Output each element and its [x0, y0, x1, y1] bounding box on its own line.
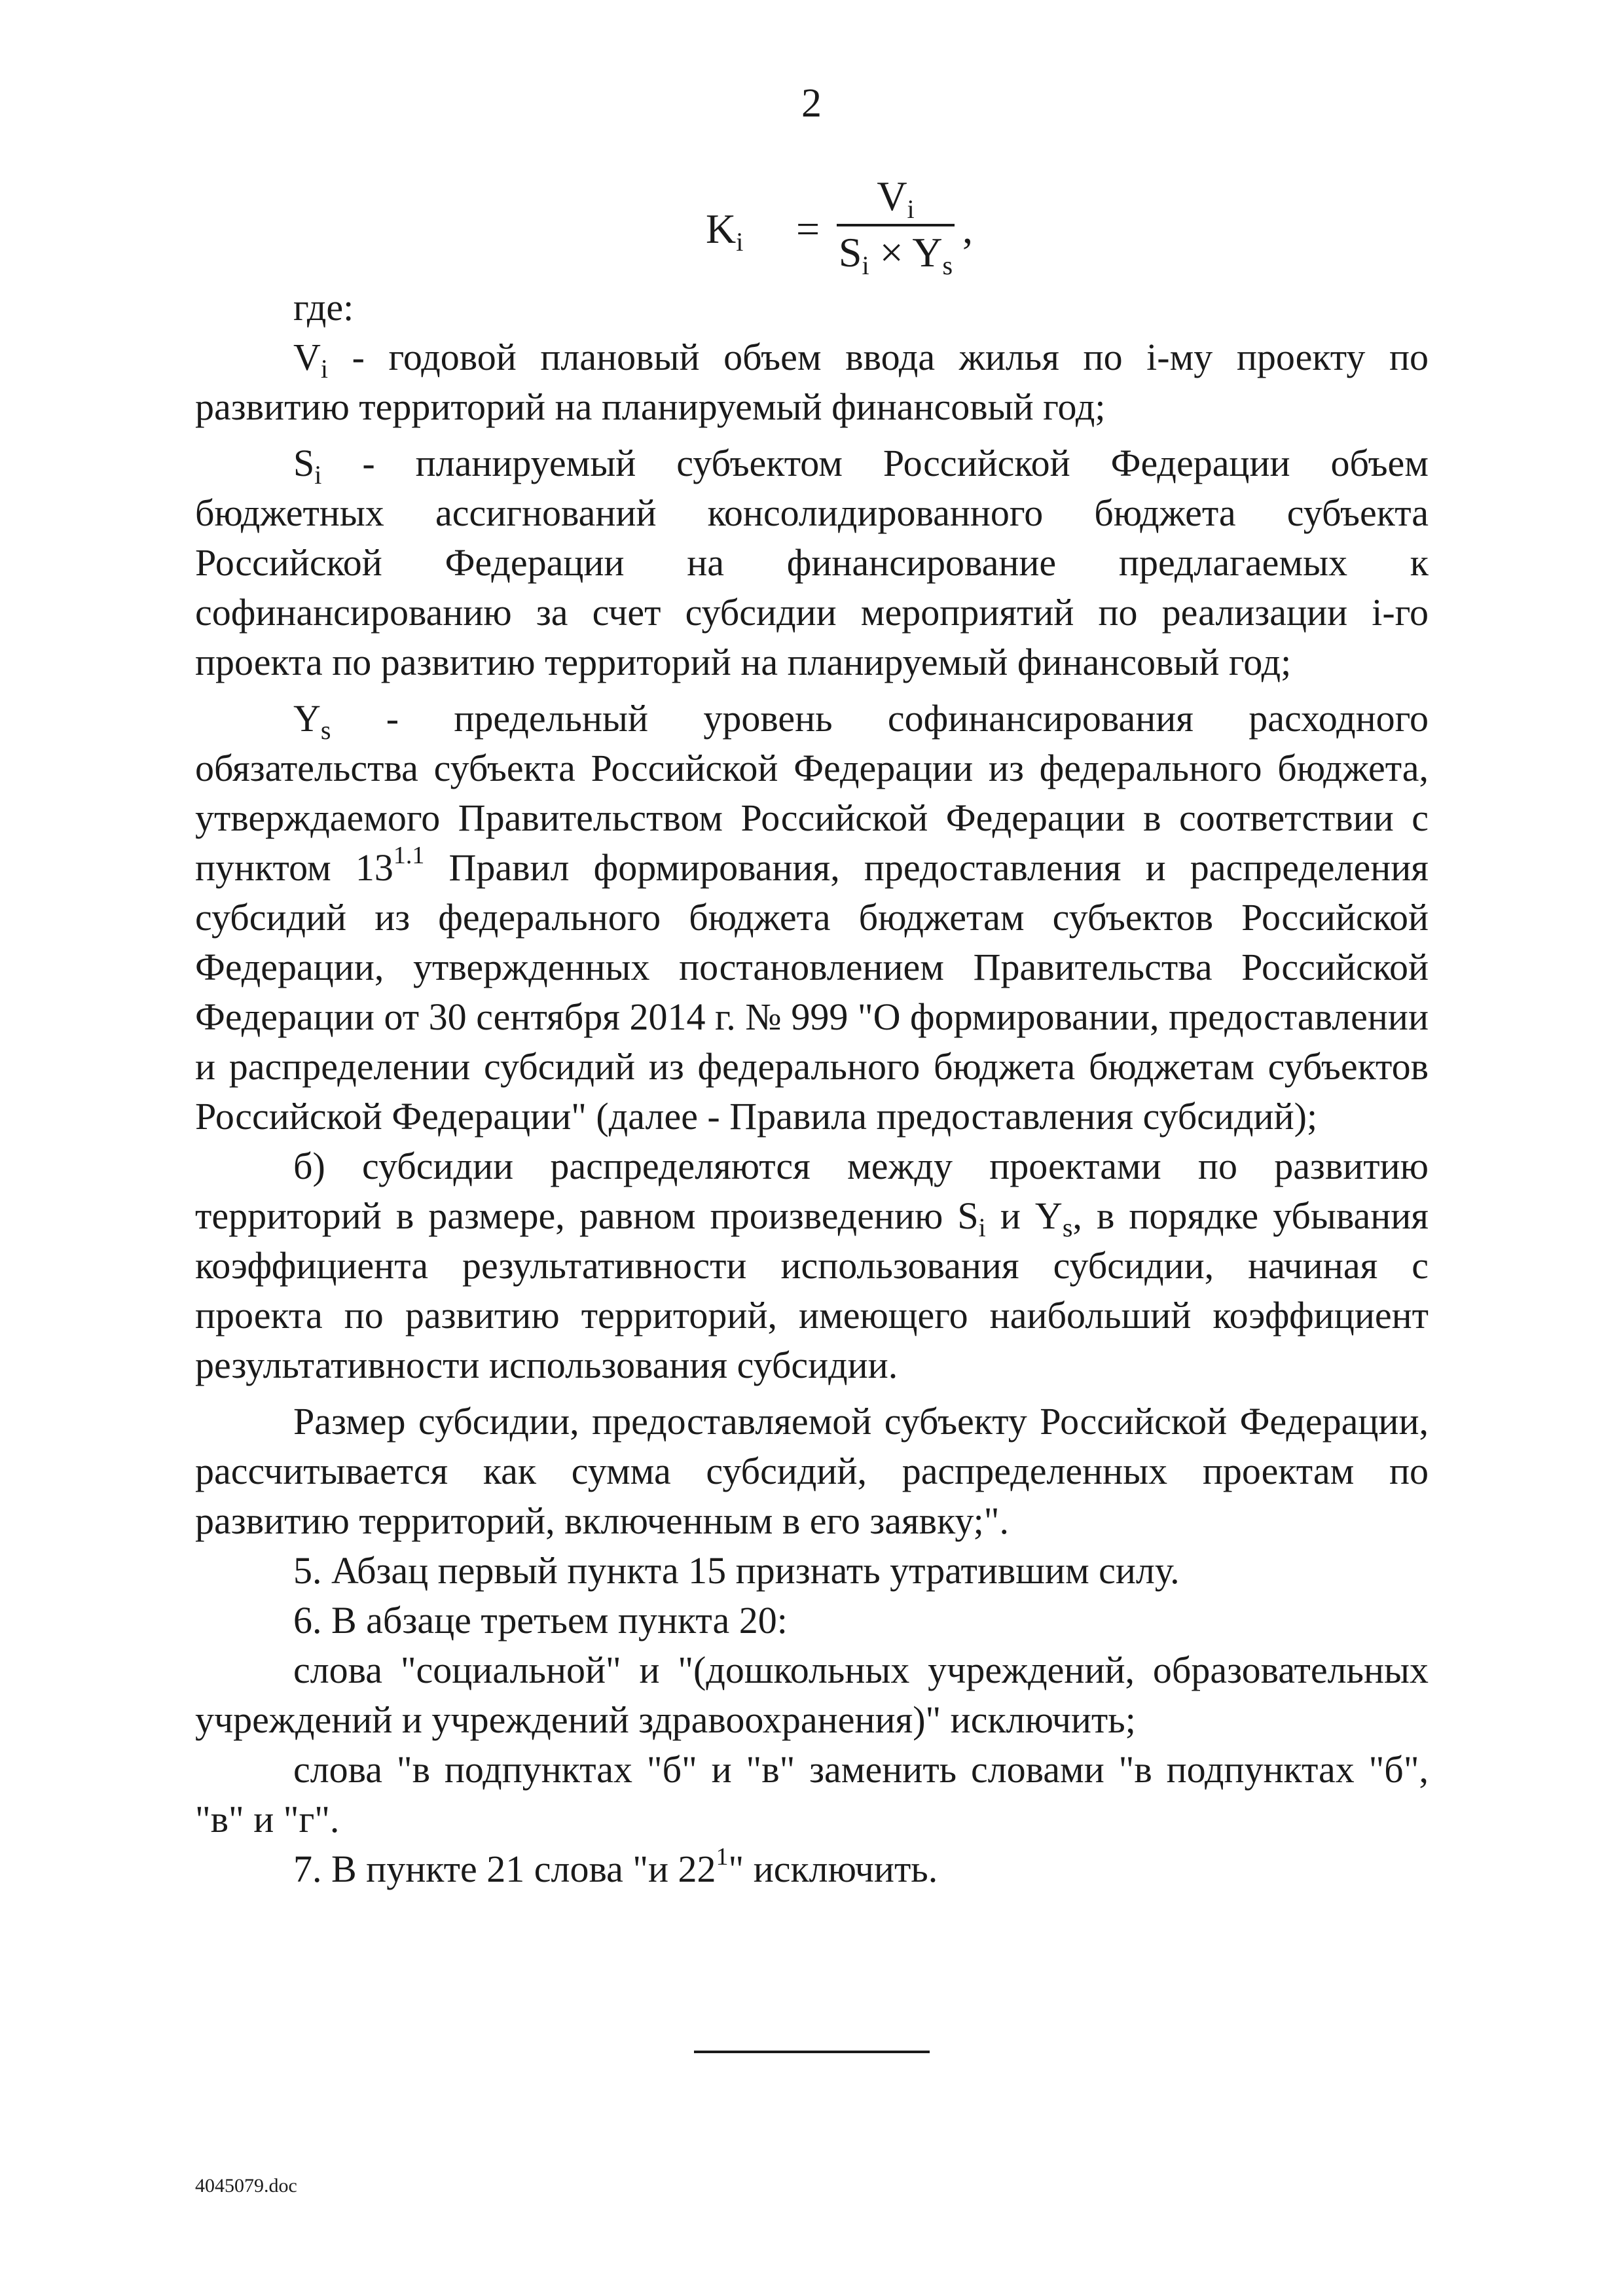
- item-6: 6. В абзаце третьем пункта 20:: [293, 1599, 788, 1641]
- document-body: [195, 283, 1429, 1894]
- document-file-code: 4045079.doc: [195, 2175, 297, 2197]
- formula-lhs: $K_i$: [706, 206, 744, 257]
- item-5: 5. Абзац первый пункта 15 признать утратившим силу.: [293, 1549, 1180, 1592]
- end-divider-line: [694, 2051, 930, 2053]
- item-7: 7. В пункте 21 слова "и $22^1$" исключить.: [293, 1843, 938, 1890]
- definition-vi: $V_i$ - годовой плановый объем ввода жилья по i-му проекту по развитию территорий на планируемый финансовый год;: [195, 336, 1429, 428]
- item-6-words-2: слова "в подпунктах "б" и "в" заменить словами "в подпунктах "б", "в" и "г".: [195, 1748, 1429, 1840]
- definition-si: $S_i$ - планируемый субъектом Российской Федерации объем бюджетных ассигнований консолидированного бюджета субъекта Российской Федерации на финансирование предлагаемых к софинансированию за счет субсидии мероприятий по реализации i-го проекта по развитию территорий на планируемый финансовый год;: [195, 442, 1429, 683]
- formula-comma: ,: [962, 206, 973, 252]
- formula-denominator: $S_i \times Y_s$: [838, 229, 953, 280]
- formula-fraction: [837, 171, 955, 279]
- definition-ys: $Y_s$ - предельный уровень софинансирования расходного обязательства субъекта Российской Федерации из федерального бюджета, утверждаемого Правительством Российской Федерации в соответствии с пунктом $13^{1.1}$ Правил формирования, предоставления и распределения субсидий из федерального бюджета бюджетам субъектов Российской Федерации, утвержденных постановлением Правительства Российской Федерации от 30 сентября 2014 г. № 999 "О формировании, предоставлении и распределении субсидий из федерального бюджета бюджетам субъектов Российской Федерации" (далее - Правила предоставления субсидий);: [195, 697, 1429, 1138]
- formula-equals: =: [796, 206, 820, 252]
- where-label: где:: [293, 286, 354, 329]
- subsidy-size-paragraph: Размер субсидии, предоставляемой субъекту Российской Федерации, рассчитывается как сумма субсидий, распределенных проектам по развитию территорий, включенным в его заявку;".: [195, 1400, 1429, 1542]
- item-6-words-1: слова "социальной" и "(дошкольных учреждений, образовательных учреждений и учреждений здравоохранения)" исключить;: [195, 1649, 1429, 1741]
- page-number: 2: [801, 81, 822, 126]
- formula-numerator: $V_i$: [877, 173, 915, 224]
- subparagraph-b: б) субсидии распределяются между проектами по развитию территорий в размере, равном произведению $S_i$ и $Y_s$, в порядке убывания коэффициента результативности использования субсидии, начиная с проекта по развитию территорий, имеющего наибольший коэффициент результативности использования субсидии.: [195, 1145, 1429, 1386]
